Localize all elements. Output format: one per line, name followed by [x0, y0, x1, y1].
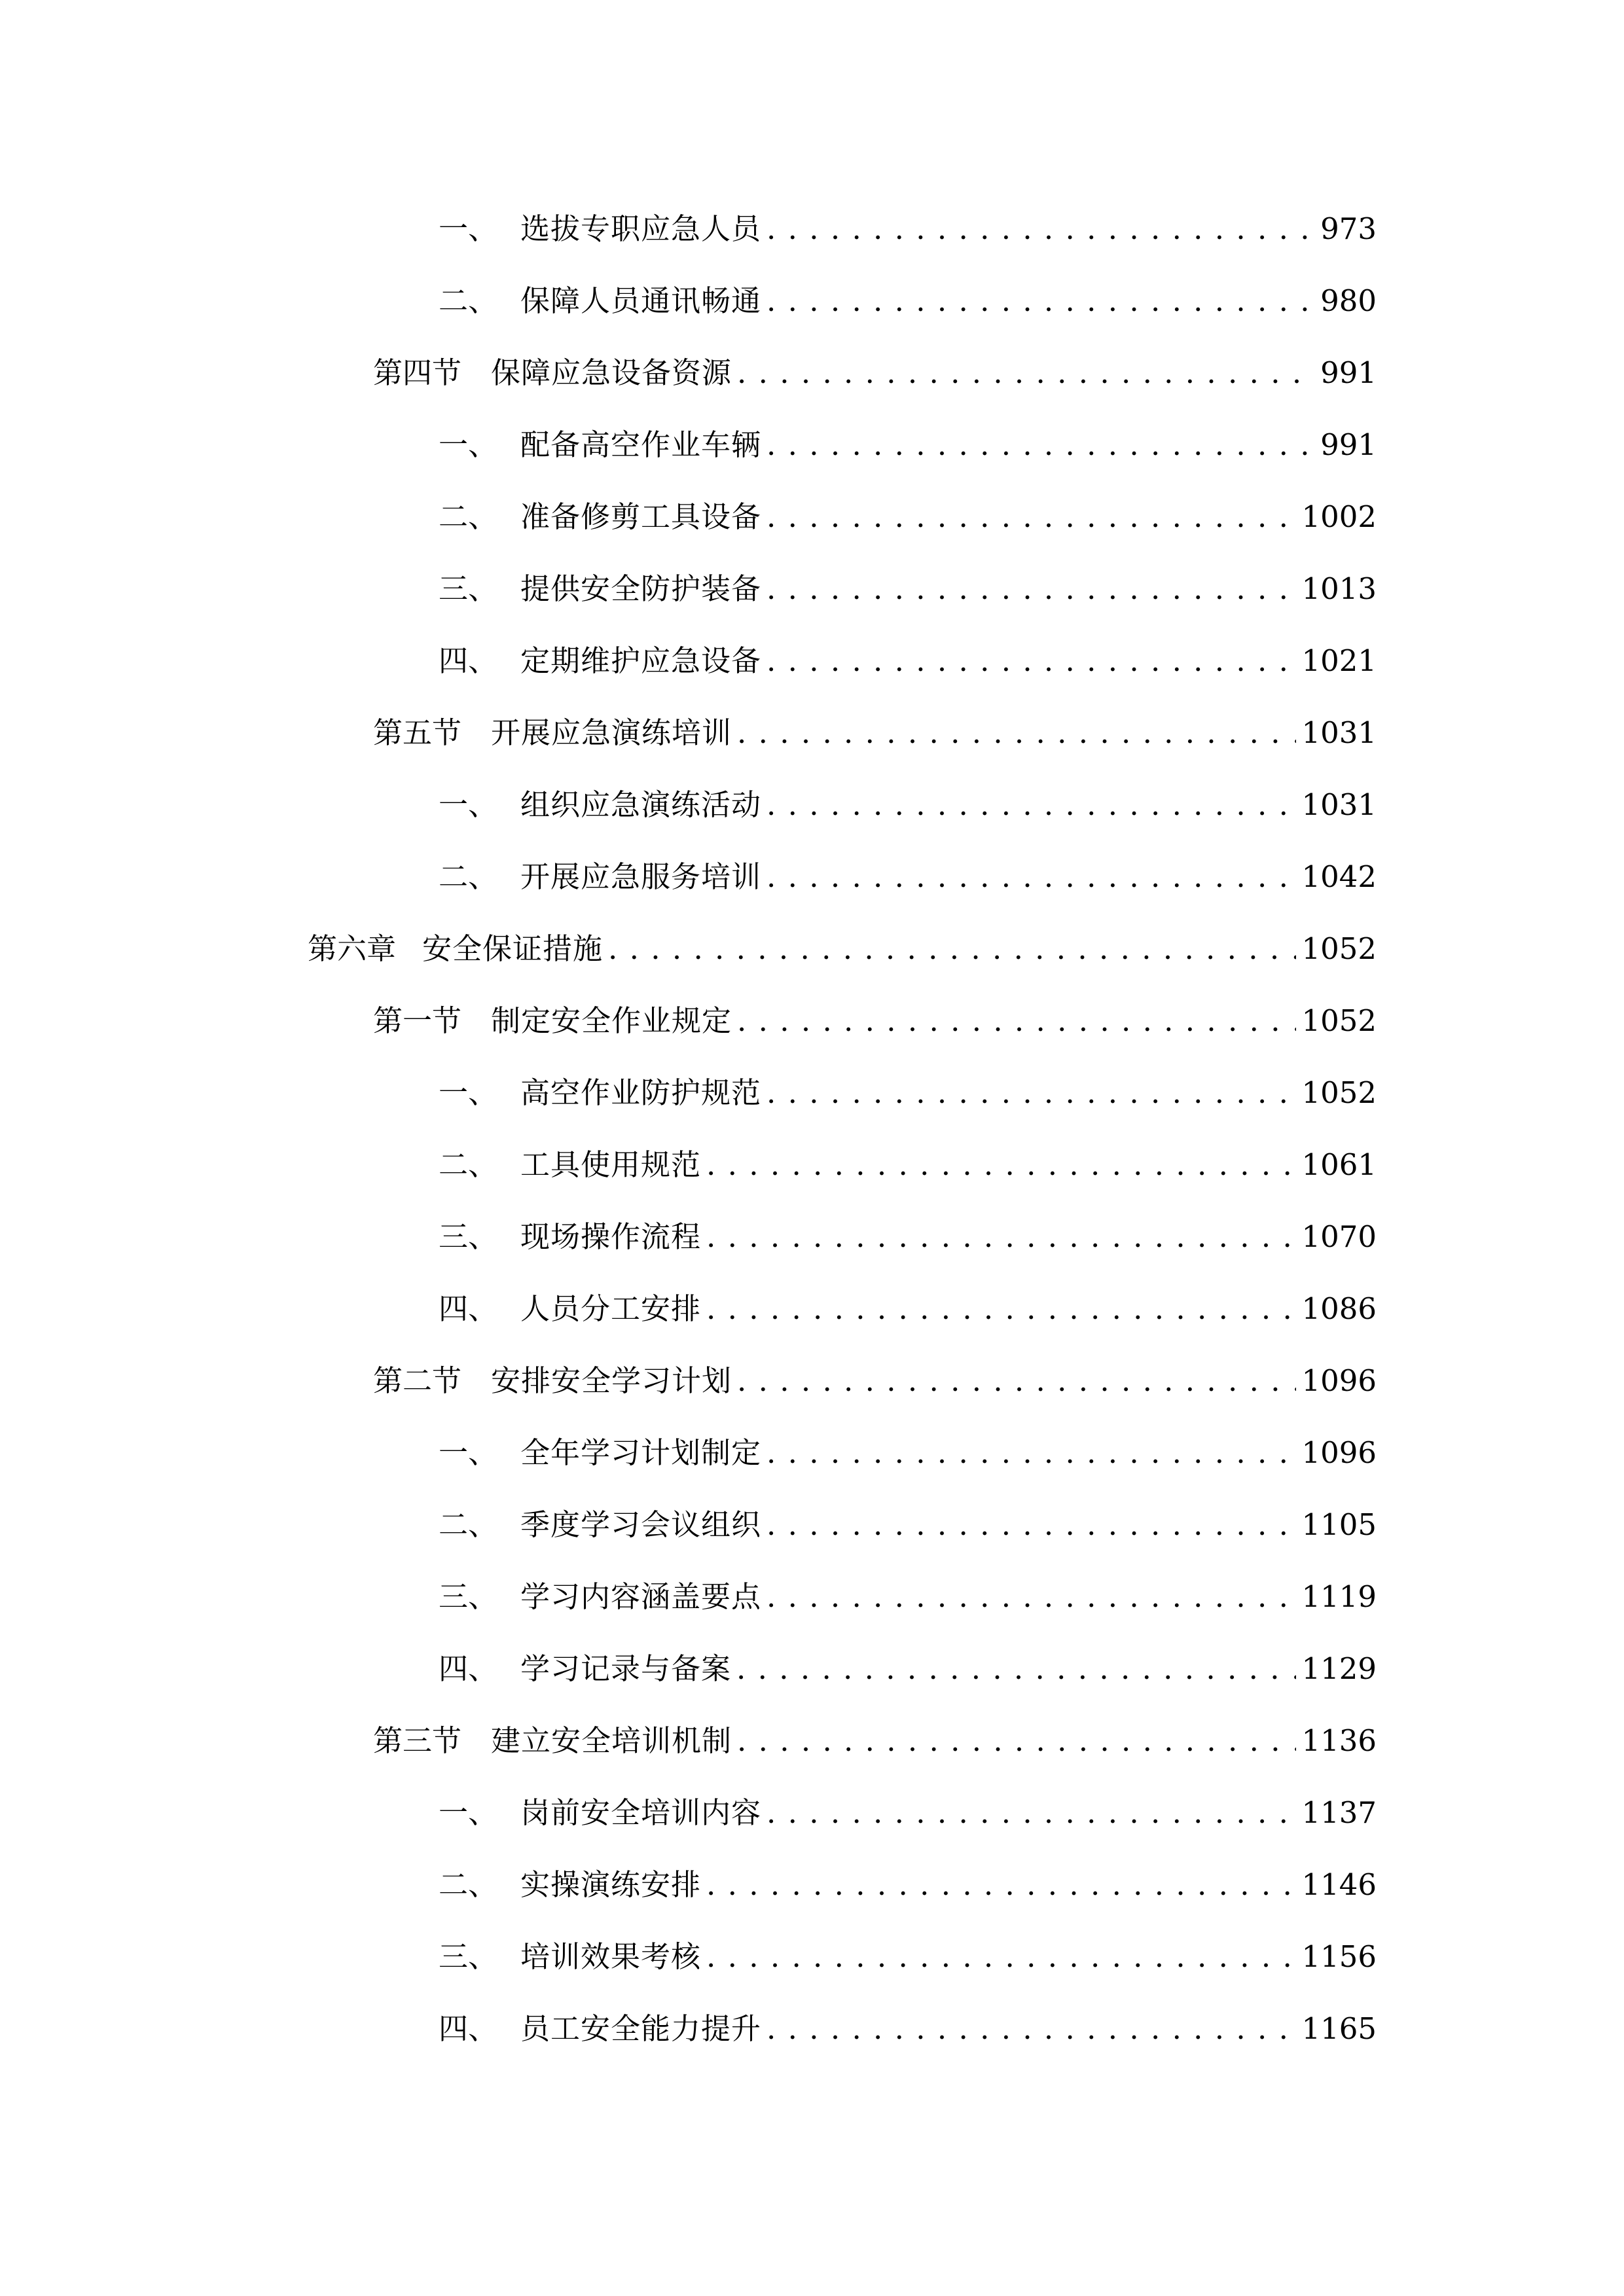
- toc-entry-title: 组织应急演练活动: [520, 787, 762, 822]
- dot-leader: [767, 1499, 1296, 1551]
- toc-entry-index: 三、: [439, 1219, 498, 1254]
- toc-entry-page: 1061: [1301, 1147, 1377, 1182]
- toc-entry-page: 991: [1320, 427, 1377, 462]
- dot-leader: [767, 1427, 1296, 1479]
- toc-entry[interactable]: [439, 1211, 1377, 1263]
- toc-entry-title: 岗前安全培训内容: [520, 1795, 762, 1830]
- toc-entry[interactable]: [439, 635, 1377, 687]
- toc-entry[interactable]: [439, 419, 1377, 471]
- toc-entry[interactable]: [439, 1139, 1377, 1191]
- toc-entry-title: 季度学习会议组织: [520, 1507, 762, 1542]
- toc-entry-page: 973: [1320, 211, 1377, 246]
- toc-entry[interactable]: [439, 2003, 1377, 2055]
- dot-leader: [767, 563, 1296, 615]
- toc-entry-index: 第一节: [373, 1003, 462, 1038]
- toc-entry-title: 配备高空作业车辆: [520, 427, 762, 462]
- toc-entry-title: 现场操作流程: [520, 1219, 702, 1254]
- toc-entry[interactable]: [439, 1067, 1377, 1119]
- toc-entry-title: 保障应急设备资源: [491, 355, 732, 390]
- toc-entry-title: 安全保证措施: [422, 931, 604, 966]
- toc-entry-index: 一、: [439, 787, 498, 822]
- toc-entry-page: 1052: [1301, 1003, 1377, 1038]
- toc-entry-index: 一、: [439, 427, 498, 462]
- toc-entry-title: 定期维护应急设备: [520, 643, 762, 678]
- toc-entry-page: 1137: [1301, 1795, 1377, 1830]
- toc-entry-page: 1156: [1301, 1939, 1377, 1974]
- dot-leader: [737, 707, 1296, 759]
- toc-entry[interactable]: [373, 707, 1377, 759]
- dot-leader: [706, 1931, 1296, 1983]
- dot-leader: [767, 203, 1315, 255]
- toc-entry[interactable]: [373, 1715, 1377, 1767]
- toc-entry[interactable]: [439, 779, 1377, 831]
- toc-entry-page: 1013: [1301, 571, 1377, 606]
- dot-leader: [767, 275, 1315, 327]
- toc-entry-title: 学习记录与备案: [520, 1651, 732, 1686]
- dot-leader: [767, 491, 1296, 543]
- toc-entry[interactable]: [439, 275, 1377, 327]
- toc-entry[interactable]: [439, 851, 1377, 903]
- toc-entry-index: 二、: [439, 1867, 498, 1902]
- toc-entry-title: 选拔专职应急人员: [520, 211, 762, 246]
- dot-leader: [767, 635, 1296, 687]
- dot-leader: [737, 1355, 1296, 1407]
- toc-entry-index: 四、: [439, 2011, 498, 2046]
- toc-entry-page: 1146: [1301, 1867, 1377, 1902]
- toc-entry-index: 第四节: [373, 355, 462, 390]
- toc-entry-index: 二、: [439, 1147, 498, 1182]
- toc-entry-index: 四、: [439, 1291, 498, 1326]
- toc-entry-page: 1031: [1301, 715, 1377, 750]
- dot-leader: [767, 1571, 1296, 1623]
- dot-leader: [737, 995, 1296, 1047]
- toc-entry[interactable]: [373, 1355, 1377, 1407]
- toc-entry-title: 准备修剪工具设备: [520, 499, 762, 534]
- toc-entry-index: 第三节: [373, 1723, 462, 1758]
- dot-leader: [737, 1715, 1296, 1767]
- toc-entry-page: 980: [1320, 283, 1377, 318]
- toc-entry-index: 一、: [439, 1435, 498, 1470]
- toc-entry-title: 高空作业防护规范: [520, 1075, 762, 1110]
- toc-entry-index: 二、: [439, 499, 498, 534]
- toc-entry-page: 1070: [1301, 1219, 1377, 1254]
- toc-entry-page: 1021: [1301, 643, 1377, 678]
- dot-leader: [706, 1139, 1296, 1191]
- toc-entry-index: 四、: [439, 643, 498, 678]
- dot-leader: [767, 419, 1315, 471]
- dot-leader: [767, 779, 1296, 831]
- toc-entry-index: 二、: [439, 859, 498, 894]
- toc-entry-title: 建立安全培训机制: [491, 1723, 732, 1758]
- toc-entry-page: 1136: [1301, 1723, 1377, 1758]
- dot-leader: [737, 347, 1315, 399]
- dot-leader: [767, 1067, 1296, 1119]
- toc-entry-page: 1105: [1301, 1507, 1377, 1542]
- toc-entry[interactable]: [439, 1283, 1377, 1335]
- toc-entry-title: 安排安全学习计划: [491, 1363, 732, 1398]
- toc-entry-title: 制定安全作业规定: [491, 1003, 732, 1038]
- toc-entry-page: 1052: [1301, 1075, 1377, 1110]
- toc-entry[interactable]: [439, 1643, 1377, 1695]
- toc-entry[interactable]: [439, 203, 1377, 255]
- toc-entry-title: 保障人员通讯畅通: [520, 283, 762, 318]
- toc-entry-title: 提供安全防护装备: [520, 571, 762, 606]
- toc-entry-index: 第六章: [308, 931, 397, 966]
- toc-entry-index: 一、: [439, 211, 498, 246]
- dot-leader: [706, 1211, 1296, 1263]
- toc-entry-title: 培训效果考核: [520, 1939, 702, 1974]
- dot-leader: [767, 1787, 1296, 1839]
- toc-entry-page: 1165: [1301, 2011, 1377, 2046]
- dot-leader: [767, 851, 1296, 903]
- toc-entry-title: 全年学习计划制定: [520, 1435, 762, 1470]
- toc-entry-index: 一、: [439, 1795, 498, 1830]
- toc-entry-page: 991: [1320, 355, 1377, 390]
- toc-entry-title: 学习内容涵盖要点: [520, 1579, 762, 1614]
- toc-entry-index: 三、: [439, 1939, 498, 1974]
- toc-entry[interactable]: [439, 1427, 1377, 1479]
- toc-entry-page: 1042: [1301, 859, 1377, 894]
- toc-entry-index: 二、: [439, 283, 498, 318]
- toc-entry[interactable]: [439, 491, 1377, 543]
- toc-entry-page: 1119: [1301, 1579, 1377, 1614]
- toc-entry[interactable]: [439, 1571, 1377, 1623]
- toc-entry[interactable]: [439, 563, 1377, 615]
- toc-entry-title: 员工安全能力提升: [520, 2011, 762, 2046]
- toc-entry[interactable]: [439, 1499, 1377, 1551]
- toc-entry[interactable]: [308, 923, 1377, 975]
- toc-entry[interactable]: [373, 995, 1377, 1047]
- dot-leader: [706, 1859, 1296, 1911]
- toc-entry-title: 工具使用规范: [520, 1147, 702, 1182]
- toc-entry-index: 三、: [439, 1579, 498, 1614]
- dot-leader: [767, 2003, 1296, 2055]
- toc-entry-page: 1086: [1301, 1291, 1377, 1326]
- toc-entry-index: 二、: [439, 1507, 498, 1542]
- toc-entry[interactable]: [439, 1787, 1377, 1839]
- toc-entry-title: 开展应急服务培训: [520, 859, 762, 894]
- toc-entry-page: 1031: [1301, 787, 1377, 822]
- toc-entry[interactable]: [439, 1931, 1377, 1983]
- toc-entry-index: 四、: [439, 1651, 498, 1686]
- toc-entry[interactable]: [373, 347, 1377, 399]
- toc-entry[interactable]: [439, 1859, 1377, 1911]
- toc-entry-index: 第五节: [373, 715, 462, 750]
- toc-entry-page: 1096: [1301, 1435, 1377, 1470]
- dot-leader: [608, 923, 1296, 975]
- toc-entry-page: 1052: [1301, 931, 1377, 966]
- toc-entry-page: 1002: [1301, 499, 1377, 534]
- toc-entry-page: 1096: [1301, 1363, 1377, 1398]
- toc-entry-title: 人员分工安排: [520, 1291, 702, 1326]
- toc-entry-page: 1129: [1301, 1651, 1377, 1686]
- toc-entry-index: 三、: [439, 571, 498, 606]
- toc-entry-index: 第二节: [373, 1363, 462, 1398]
- dot-leader: [706, 1283, 1296, 1335]
- toc-entry-title: 开展应急演练培训: [491, 715, 732, 750]
- toc-entry-index: 一、: [439, 1075, 498, 1110]
- toc-entry-title: 实操演练安排: [520, 1867, 702, 1902]
- dot-leader: [736, 1643, 1296, 1695]
